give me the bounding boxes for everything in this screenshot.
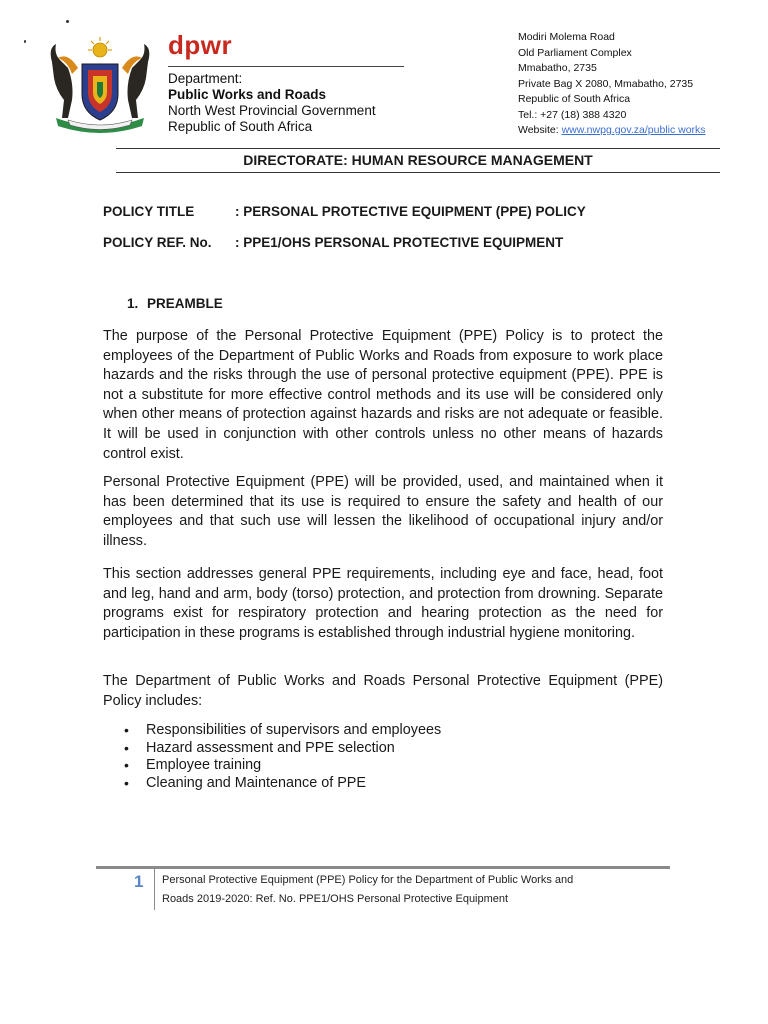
paragraph: The Department of Public Works and Roads Personal Protective Equipment (PPE) Policy includes: — [103, 673, 663, 709]
brand-divider — [168, 66, 404, 67]
directorate-bottom-rule — [116, 172, 720, 173]
address-line: Modiri Molema Road — [518, 31, 615, 43]
paragraph: Personal Protective Equipment (PPE) will be provided, used, and maintained when it has been determined that its use is required to ensure the safety and health of our employees and that such use will lessen the likelihood of occupational injury and/or illness. — [103, 474, 663, 549]
footer-divider — [154, 868, 155, 910]
scan-speck — [66, 20, 69, 23]
address-line: Republic of South Africa — [518, 93, 631, 105]
list-item: • Hazard assessment and PPE selection — [120, 740, 441, 758]
footer-text — [162, 871, 573, 909]
scan-speck — [24, 40, 26, 43]
paragraph: This section addresses general PPE requirements, including eye and face, head, foot and leg, hand and arm, body (torso) protection, and protection from drowning. Separate programs exist for respiratory protection and hearing protection as the need for participation in these programs is established through industrial hygiene monitoring. — [103, 566, 663, 641]
website-line — [518, 123, 706, 139]
list-item: • Employee training — [120, 757, 441, 775]
dpwr-logo-text: dpwr — [168, 30, 233, 60]
department-name — [168, 71, 376, 135]
policy-ref-value: : PPE1/OHS PERSONAL PROTECTIVE EQUIPMENT — [235, 235, 564, 250]
brand-block — [168, 30, 232, 60]
policy-includes-list — [120, 722, 441, 793]
policy-ref-label: POLICY REF. No. — [103, 235, 212, 250]
crest-sun — [88, 37, 112, 57]
list-item: • Responsibilities of supervisors and employees — [120, 722, 441, 740]
address-line: Mmabatho, 2735 — [518, 62, 597, 74]
department-line: Public Works and Roads — [168, 87, 327, 102]
footer-line: Roads 2019-2020: Ref. No. PPE1/OHS Personal Protective Equipment — [162, 893, 509, 905]
section-number: 1. — [127, 296, 139, 311]
department-line: Republic of South Africa — [168, 119, 313, 134]
paragraph: The purpose of the Personal Protective Equipment (PPE) Policy is to protect the employees of the Department of Public Works and Roads from exposure to work place hazards and the risks through the use of personal protective equipment (PPE). PPE is not a substitute for more effective control methods and its use will be considered only when other means of protection against hazards and risks are not adequate or feasible. It will be used in conjunction with other controls unless no other means of hazards control exist. — [103, 328, 663, 462]
footer-rule — [96, 866, 670, 869]
crest-antelope-right — [128, 44, 150, 118]
page-number: 1 — [134, 872, 144, 891]
website-label: Website: — [518, 124, 559, 136]
department-line: Department: — [168, 71, 243, 86]
directorate-top-rule — [116, 148, 720, 149]
department-line: North West Provincial Government — [168, 103, 376, 118]
website-link[interactable]: www.nwpg.gov.za/public works — [561, 124, 706, 136]
coat-of-arms-logo — [38, 34, 162, 138]
list-item: • Cleaning and Maintenance of PPE — [120, 775, 441, 793]
footer-line: Personal Protective Equipment (PPE) Policy for the Department of Public Works and — [162, 874, 574, 886]
section-heading — [127, 296, 223, 311]
policy-title-row — [103, 204, 586, 219]
address-line: Old Parliament Complex — [518, 46, 632, 59]
crest-antelope-left — [51, 44, 73, 118]
address-line: Tel.: +27 (18) 388 4320 — [518, 108, 627, 121]
policy-ref-row — [103, 235, 563, 250]
directorate-title: DIRECTORATE: HUMAN RESOURCE MANAGEMENT — [243, 152, 593, 168]
address-line: Private Bag X 2080, Mmabatho, 2735 — [518, 77, 694, 90]
policy-title-value: : PERSONAL PROTECTIVE EQUIPMENT (PPE) POLICY — [235, 204, 586, 219]
section-title: PREAMBLE — [147, 296, 223, 311]
address-block — [518, 30, 706, 139]
policy-title-label: POLICY TITLE — [103, 204, 195, 219]
